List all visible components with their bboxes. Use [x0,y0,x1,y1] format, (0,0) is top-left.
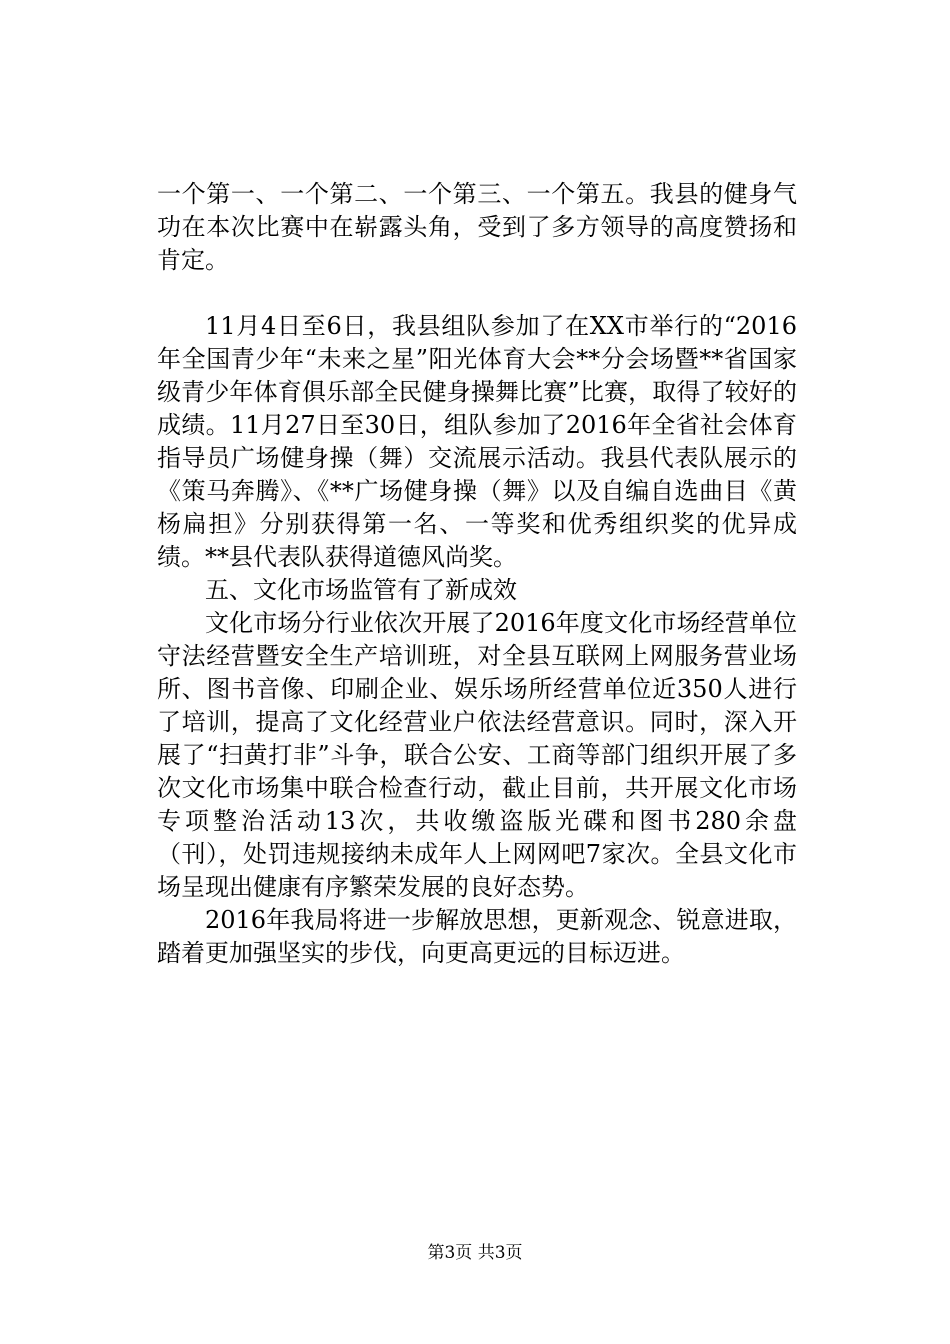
paragraph-sports-events: 11月4日至6日，我县组队参加了在XX市举行的“2016年全国青少年“未来之星”阳光体育大会**分会场暨**省国家级青少年体育俱乐部全民健身操舞比赛”比赛，取得了较好的成绩。11月27日至30日，组队参加了2016年全省社会体育指导员广场健身操（舞）交流展示活动。我县代表队展示的《策马奔腾》、《**广场健身操（舞》以及自编自选曲目《黄杨扁担》分别获得第一名、一等奖和优秀组织奖的优异成绩。**县代表队获得道德风尚奖。 [157,312,797,571]
page-footer: 第3页 共3页 [427,1243,523,1263]
document-body [157,178,797,970]
paragraph-continuation: 一个第一、一个第二、一个第三、一个第五。我县的健身气功在本次比赛中在崭露头角，受到了多方领导的高度赞扬和肯定。 [157,180,797,274]
paragraph-culture-market: 文化市场分行业依次开展了2016年度文化市场经营单位守法经营暨安全生产培训班，对全县互联网上网服务营业场所、图书音像、印刷企业、娱乐场所经营单位近350人进行了培训，提高了文化经营业户依法经营意识。同时，深入开展了“扫黄打非”斗争，联合公安、工商等部门组织开展了多次文化市场集中联合检查行动，截止目前，共开展文化市场专项整治活动13次，共收缴盗版光碟和图书280余盘（刊），处罚违规接纳未成年人上网网吧7家次。全县文化市场呈现出健康有序繁荣发展的良好态势。 [157,609,797,901]
paragraph-outlook: 2016年我局将进一步解放思想，更新观念、锐意进取，踏着更加强坚实的步伐，向更高更远的目标迈进。 [157,906,797,967]
section-heading-culture-market: 五、文化市场监管有了新成效 [205,576,517,604]
